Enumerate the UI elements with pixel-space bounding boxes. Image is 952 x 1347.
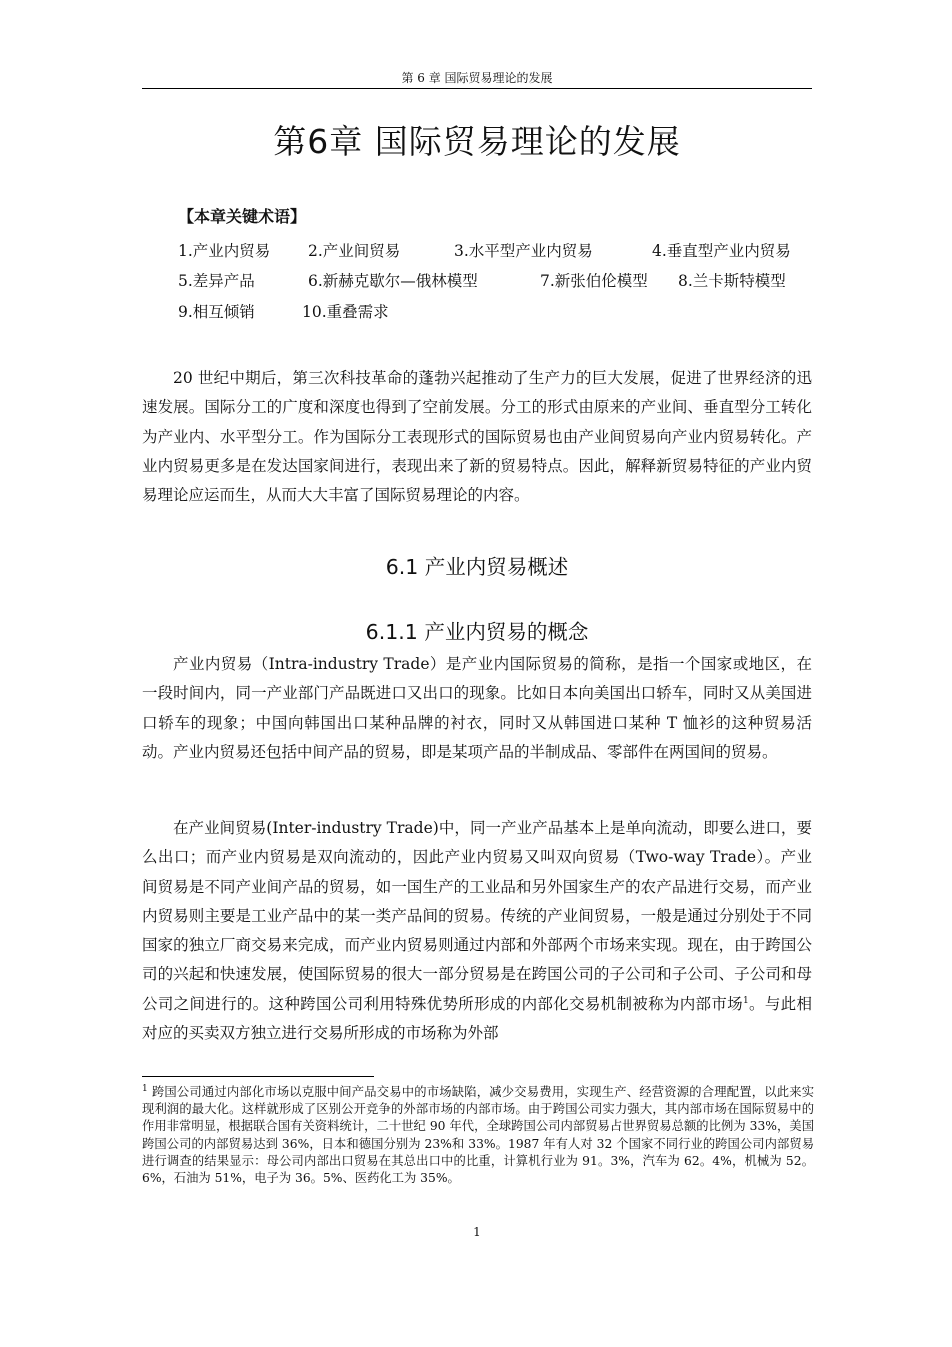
paragraph-text: 在产业间贸易(Inter-industry Trade)中，同一产业产品基本上是单向流动，即要么进口，要么出口；而产业内贸易是双向流动的，因此产业内贸易又叫双向贸易（Two-way Trade）。产业间贸易是不同产业间产品的贸易，如一国生产的工业品和另外国家生产的农产品进行交易，而产业内贸易则主要是工业产品中的某一类产品间的贸易。传统的产业间贸易，一般是通过分别处于不同国家的独立厂商交易来完成，而产业内贸易则通过内部和外部两个市场来实现。现在，由于跨国公司的兴起和快速发展，使国际贸易的很大一部分贸易是在跨国公司的子公司和子公司、子公司和母公司之间进行的。这种跨国公司利用特殊优势所形成的内部化交易机制被称为内部市场 xyxy=(142,819,812,1013)
section-title: 6.1 产业内贸易概述 xyxy=(385,555,569,579)
keywords-row-3 xyxy=(178,299,812,325)
page-number: 1 xyxy=(473,1225,481,1239)
intro-paragraph: 20 世纪中期后，第三次科技革命的蓬勃兴起推动了生产力的巨大发展，促进了世界经济的迅速发展。国际分工的广度和深度也得到了空前发展。分工的形式由原来的产业间、垂直型分工转化为产业内、水平型分工。作为国际分工表现形式的国际贸易也由产业间贸易向产业内贸易转化。产业内贸易更多是在发达国家间进行，表现出来了新的贸易特点。因此，解释新贸易特征的产业内贸易理论应运而生，从而大大丰富了国际贸易理论的内容。 xyxy=(142,369,812,505)
keywords-heading: 【本章关键术语】 xyxy=(178,207,307,226)
paragraph-text: 。与此相对应的买卖双方独立进行交易所形成的市场称为外部 xyxy=(142,994,812,1043)
footnote-reference: 1 xyxy=(742,995,749,1006)
keywords-row-1 xyxy=(178,238,812,264)
keyword-item: 10.重叠需求 xyxy=(302,303,389,321)
chapter-title: 第6章 国际贸易理论的发展 xyxy=(273,122,681,161)
keyword-item: 6.新赫克歇尔—俄林模型 xyxy=(308,272,478,290)
footnote-text: 跨国公司通过内部化市场以克服中间产品交易中的市场缺陷，减少交易费用，实现生产、经营资源的合理配置，以此来实现利润的最大化。这样就形成了区别公开竞争的外部市场的内部市场。由于跨国公司实力强大，其内部市场在国际贸易中的作用非常明显，根据联合国有关资料统计，二十世纪 90 年代，全球跨国公司内部贸易占世界贸易总额的比例为 33%，美国跨国公司的内部贸易达到 36%，日本和德国分别为 23%和 33%。1987 年有人对 32 个国家不同行业的跨国公司内部贸易进行调查的结果显示：母公司内部出口贸易在其总出口中的比重，计算机行业为 91。3%，汽车为 62。4%，机械为 52。6%，石油为 51%，电子为 36。5%、医药化工为 35%。 xyxy=(142,1085,814,1186)
keyword-item: 5.差异产品 xyxy=(178,272,255,290)
keyword-item: 8.兰卡斯特模型 xyxy=(678,272,786,290)
footnote-marker: 1 xyxy=(142,1083,148,1094)
running-header: 第 6 章 国际贸易理论的发展 xyxy=(401,71,553,85)
subsection-title: 6.1.1 产业内贸易的概念 xyxy=(365,620,589,644)
body-paragraph-1: 产业内贸易（Intra-industry Trade）是产业内国际贸易的简称，是指一个国家或地区，在一段时间内，同一产业部门产品既进口又出口的现象。比如日本向美国出口轿车，同时又从美国进口轿车的现象；中国向韩国出口某种品牌的衬衣，同时又从韩国进口某种 T 恤衫的这种贸易活动。产业内贸易还包括中间产品的贸易，即是某项产品的半制成品、零部件在两国间的贸易。 xyxy=(142,655,812,761)
keywords-row-2 xyxy=(178,268,812,294)
keyword-item: 1.产业内贸易 xyxy=(178,242,271,260)
body-paragraph-2 xyxy=(142,814,812,1048)
keyword-item: 3.水平型产业内贸易 xyxy=(454,242,593,260)
keyword-item: 4.垂直型产业内贸易 xyxy=(652,242,791,260)
footnote-rule xyxy=(142,1076,374,1077)
header-rule xyxy=(142,88,812,89)
keyword-item: 9.相互倾销 xyxy=(178,303,255,321)
keyword-item: 2.产业间贸易 xyxy=(308,242,401,260)
keyword-item: 7.新张伯伦模型 xyxy=(540,272,648,290)
footnote xyxy=(142,1084,814,1187)
